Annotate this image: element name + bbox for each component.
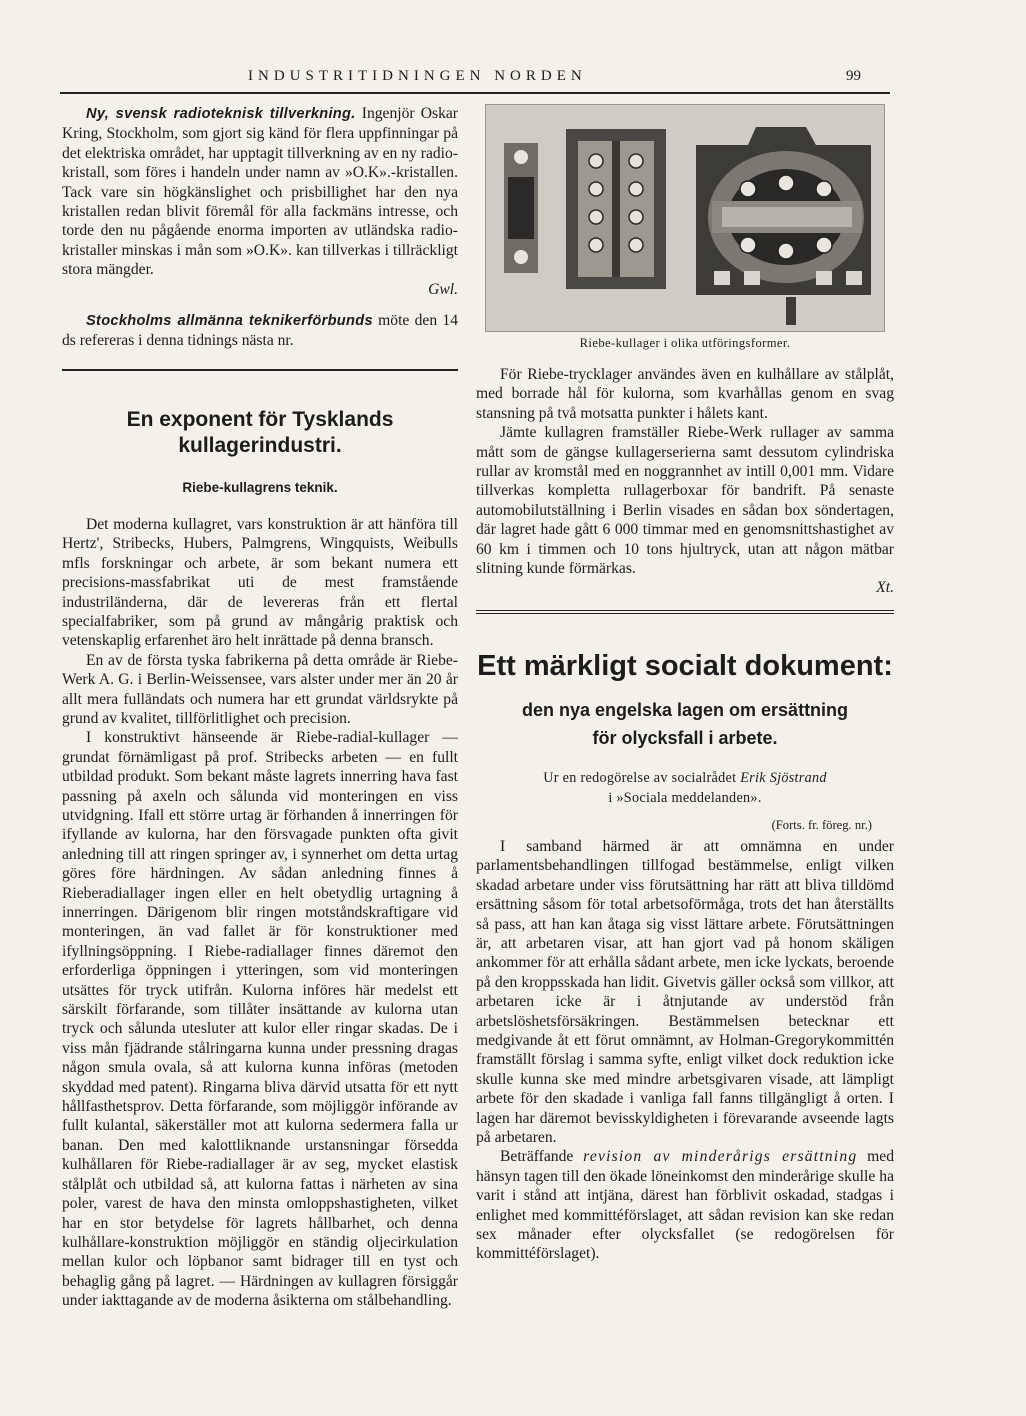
news-item-association-lead: Stockholms allmänna teknikerförbunds (86, 313, 373, 330)
news-item-association-text: möte den 14 ds refereras i denna tidnings nästa nr. (62, 312, 458, 350)
continued-note: (Forts. fr. föreg. nr.) (771, 817, 872, 832)
article2-p2-prefix: Beträffande (500, 1148, 584, 1166)
article2-p2-rest: med hänsyn tagen till den ökade löneinkomst den minderårige skulle ha varit i stånd att intjäna, därest han förblivit oskadad, stadgas i enlighet med kommittéförslaget, att sådan revision kan ske redan sex månader efter olycksfallet (se redogörelsen för kommittéförslaget). (476, 1148, 895, 1263)
article2-p2-emphasis: revision av minderårigs ersättning (583, 1148, 858, 1166)
article2-paragraph-1: I samband härmed är att omnämna en under parlamentsbehandlingen tillfogad bestämmelse, enligt vilken skadad arbetare under viss förutsättning har rätt att bliva tilldömd ersättning såsom för total arbetsoförmåga, trots det han återställts så pass, att han kan åtaga sig visst lättare arbete. Förutsättningen är, att arbetaren visar, att han gjort vad på honom skäligen ankommer för att erhålla sådant arbete, men icke lyckats, beroende på den kroppsskada han lidit. Givetvis gäller också som villkor, att arbetaren icke är i åtnjutande av understöd från arbetslöshetsförsäkringen. Bestämmelsen betecknar ett medgivande åt ett förut omnämnt, av Holman-Gregorykommittén framställt förslag i samma syfte, enligt vilket dock reduktion icke skulle kunna ske med mindre arbetsgivaren visade, att lämpligt arbete för den skadade i vanliga fall fanns tillgängligt å orten. I lagen har däremot bevisskyldigheten i förevarande avseende lagts på arbetaren. (476, 837, 894, 1146)
article-paragraph: Det moderna kullagret, vars konstruktion är att hänföra till Hertz', Stribecks, Hubers, Palmgrens, Wingquists, Weibulls mfls forskningar och arbete, är som bekant numera ett precisions-massfabrikat uti de mest framstående industriländerna, där de levereras från ett flertal specialfabriker, som på grund av mångårig praktisk och vetenskaplig erfarenhet äro helt inrättade på denna bransch. (62, 515, 458, 650)
source-author: Erik Sjöstrand (740, 769, 827, 786)
article2-paragraph-2 (476, 1147, 894, 1263)
signature-xt-line (476, 578, 894, 597)
article-subtitle-ball-bearings: Riebe-kullagrens teknik. (182, 479, 338, 495)
header-rule (60, 92, 890, 94)
article-paragraph: En av de första tyska fabrikerna på detta område är Riebe-Werk A. G. i Berlin-Weissensee, vars alster under mer än 20 år allt mera fulländats och numera har ett grundat världsrykte på grund av kvalitet, tillförlitlighet och precision. (62, 651, 458, 727)
page-number: 99 (846, 68, 861, 84)
news-item-radio-text: Ingenjör Oskar Kring, Stockholm, som gjort sig känd för flera uppfinningar på det elektriska området, har upptagit tillverkning av en ny radio-kristall, som föres i handeln under namn av »O.K».-kristallen. Tack vare sin högkänslighet och prisbillighet har den nya kristallen redan blivit föremål för alla fackmäns intresse, och torde den nu pågående enorma importen av utländska radio-kristaller minskas i mån som »O.K». kan tillverkas i tillräckligt stora mängder. (62, 105, 458, 279)
left-column (62, 104, 458, 1311)
ball-bearing-photo (485, 104, 885, 332)
signature-gwl: Gwl. (428, 280, 458, 298)
ball-bearing-illustration (486, 105, 884, 331)
running-title: INDUSTRITIDNINGEN NORDEN (248, 68, 587, 84)
signature-xt: Xt. (876, 579, 894, 597)
article-subtitle-line-2: för olycksfall i arbete. (592, 727, 778, 748)
article-paragraph: För Riebe-trycklager användes även en kulhållare av stålplåt, med borrade hål för kulorna, som kvarhållas genom en svag stansning på två motsatta punkter i hålets kant. (476, 366, 894, 422)
news-item-radio (62, 104, 458, 299)
source-suffix: i »Sociala meddelanden». (608, 789, 762, 806)
article-paragraph: I konstruktivt hänseende är Riebe-radial-kullager — grundat förnämligast på prof. Stribecks arbeten — en fullt utbildad produkt. Som bekant måste lagrets innerring hava fast passning på axeln och sålunda vid monteringen en viss utvidgning. Ifall ett större urtag är förhanden å innerringen för ifyllande av kulorna, har den försvagade punkten ofta givit anledning till att ringen springer av, i synnerhet om detta urtag göres före härdningen. Av sådan anledning finnes å Rieberadiallager ingen eller en helt obetydlig urtagning å innerringen. Därigenom blir ringen motståndskraftigare vid monteringen, än vad fallet är för konstruktioner med ifyllningsöppning. I Riebe-radiallager finnes däremot den erforderliga öppningen i ytteringen, som vid monteringen utsättes för tryck utifrån. Kulorna införes här medelst ett särskilt förfarande, som tillåter insättande av kulorna utan tryck och sålunda utesluter att kulor eller ringar skadas. De i viss mån fjädrande stålringarna kunna under pressning dragas någon smula ovala, så att kulorna kunna införas (metoden skyddad med patent). Ringarna bliva därvid utsatta för ett nytt hållfasthetsprov. Detta förfarande, som möjliggör införande av fullt kulantal, säkerställer mot att kulorna sedermera falla ur banan. Den med kalottliknande urstansningar försedda kulhållaren för Riebe-radiallager är av seg, mycket elastisk stålplåt och utbildad så, att kulorna fattas i närheten av sina poler, varest de hava den minsta omloppshastigheten, vilket har en stor betydelse för lagrets hållbarhet, och denna kulhållare-konstruktion möjliggör en ständig oljecirkulation mellan kulor och löpbanor samt bidrager till en tyst och behaglig gång på lagret. — Härdningen av kullagren försiggår under iakttagande av de moderna åsikterna om stålbehandling. (62, 729, 458, 1310)
source-prefix: Ur en redogörelse av socialrådet (543, 769, 741, 786)
news-item-radio-lead: Ny, svensk radioteknisk tillverkning. (86, 106, 356, 122)
article-subtitle-line-1: den nya engelska lagen om ersättning (521, 699, 849, 720)
right-column (476, 104, 894, 1264)
article-title-social-document: Ett märkligt socialt dokument: (477, 649, 893, 682)
section-divider-right (476, 610, 894, 614)
article-paragraph: Jämte kullagren framställer Riebe-Werk rullager av samma mått som de gängse kullagerserierna samt dessutom cylindriska rullar av kromstål med en noggrannhet av intill 0,001 mm. Vidare tillverkas kompletta rullagerboxar för bandrift. På senaste automobilutställning i Berlin visades en sådan box söndertagen, där lagret hade gått 6 000 timmar med en genomsnittshastighet av 60 km i timmen och 10 tons hjultryck, utan att någon mätbar slitning kunde förmärkas. (476, 424, 894, 578)
source-note (476, 768, 894, 808)
figure-caption: Riebe-kullager i olika utföringsformer. (579, 336, 791, 350)
article-title-ball-bearings: En exponent för Tysklands kullagerindustri. (126, 407, 394, 457)
section-divider-left (62, 369, 458, 371)
news-item-association (62, 311, 458, 351)
